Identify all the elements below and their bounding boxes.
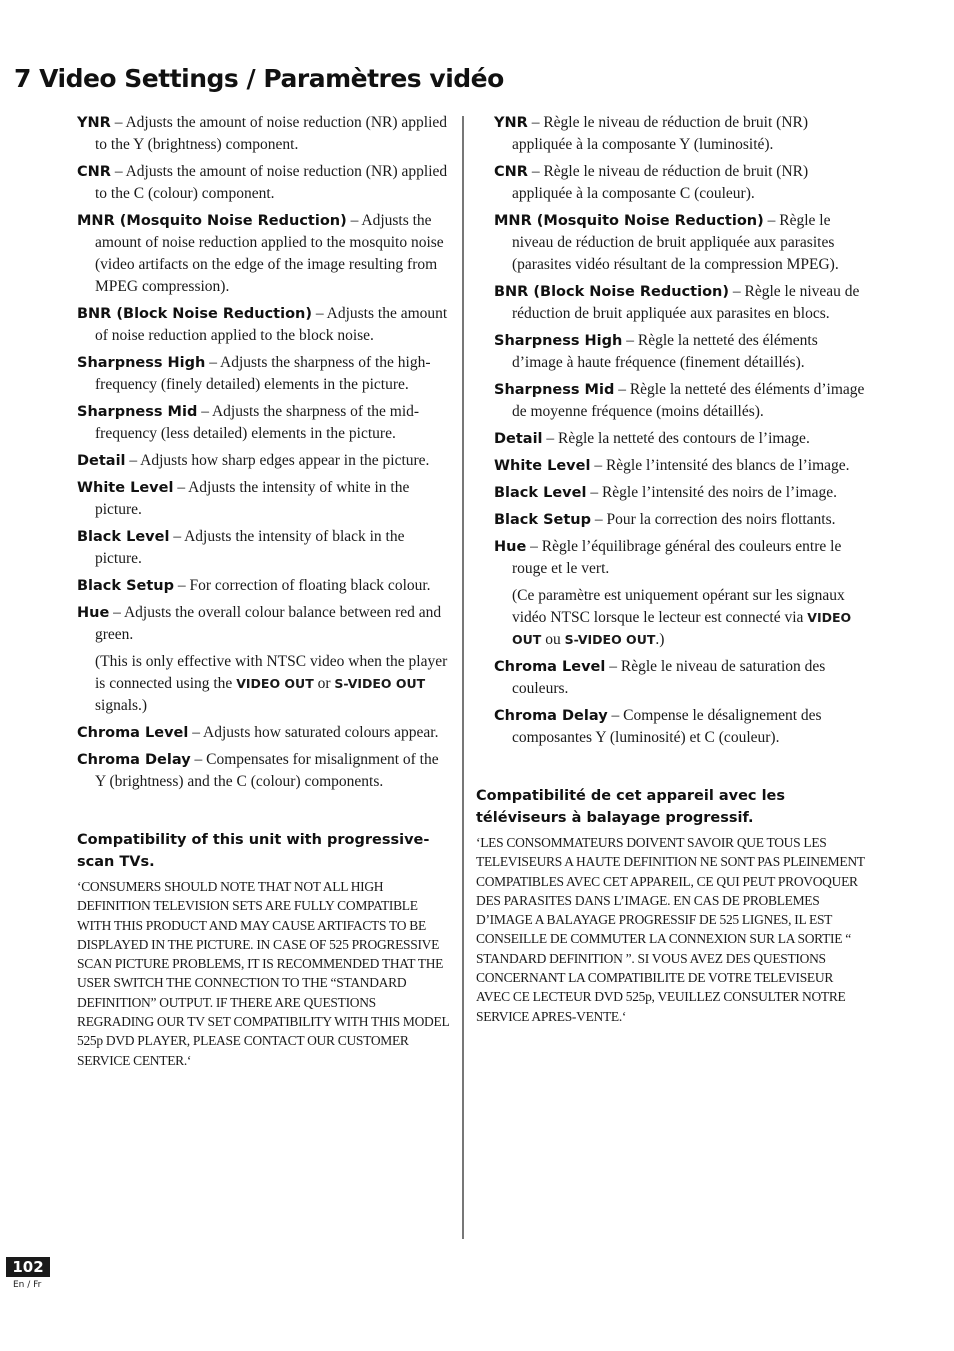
entry-term: CNR (77, 164, 111, 180)
entry-desc: – Règle l’intensité des noirs de l’image. (586, 484, 837, 501)
entry-sharpness-high (77, 352, 449, 396)
entry-cnr (494, 161, 872, 205)
note-text: signals.) (95, 697, 148, 714)
s-video-out-label: S-VIDEO OUT (564, 632, 656, 647)
entry-term: White Level (77, 480, 174, 496)
entry-desc: – Règle la netteté des éléments d’image à haute fréquence (finement détaillés). (512, 332, 818, 371)
entry-term: Black Level (494, 485, 587, 501)
entry-detail (494, 428, 872, 450)
entry-term: CNR (494, 164, 528, 180)
note-text: or (313, 675, 335, 692)
entry-term: BNR (Block Noise Reduction) (77, 306, 312, 322)
entry-term: MNR (Mosquito Noise Reduction) (494, 213, 764, 229)
entry-white-level (494, 455, 872, 477)
compatibility-heading: Compatibilité de cet appareil avec les téléviseurs à balayage progressif. (476, 788, 786, 826)
entry-black-setup (77, 575, 449, 597)
note-text: (This is only effective with NTSC video when the player is connected using the (95, 653, 448, 692)
entry-term: Chroma Delay (494, 708, 608, 724)
entry-term: Detail (77, 453, 126, 469)
entry-desc: – Règle le niveau de réduction de bruit appliquée aux parasites en blocs. (512, 283, 860, 322)
compatibility-notice: ‘LES CONSOMMATEURS DOIVENT SAVOIR QUE TOUS LES TELEVISEURS A HAUTE DEFINITION NE SONT PAS PLEINEMENT COMPATIBLES AVEC CET APPAREIL, CE QUI PEUT PROVOQUER DES PARASITES DANS L’IMAGE. EN CAS DE PROBLEMES D’IMAGE A BALAYAGE PROGRESSIF DE 525 LIGNES, IL EST CONSEILLE DE COMMUTER LA CONNEXION SUR LA SORTIE “ STANDARD DEFINITION ”. SI VOUS AVEZ DES QUESTIONS CONCERNANT LA COMPATIBILITE DE VOTRE TELEVISEUR AVEC CE LECTEUR DVD 525p, VEUILLEZ CONSULTER NOTRE SERVICE APRES-VENTE.‘ (476, 835, 865, 1024)
entry-desc: – Règle le niveau de réduction de bruit (NR) appliquée à la composante Y (luminosité). (512, 114, 809, 153)
entry-desc: – Adjusts the intensity of white in the picture. (95, 479, 410, 518)
entry-term: Hue (494, 539, 527, 555)
entry-term: Sharpness High (77, 355, 206, 371)
entry-black-level (494, 482, 872, 504)
entry-desc: – Adjusts the sharpness of the high-frequency (finely detailed) elements in the picture. (95, 354, 431, 393)
entry-desc: – Adjusts the amount of noise reduction applied to the mosquito noise (video artifacts on the edge of the image resulting from MPEG compression). (95, 212, 444, 295)
entry-black-level (77, 526, 449, 570)
entry-detail (77, 450, 449, 472)
entry-desc: – Adjusts the amount of noise reduction (NR) applied to the Y (brightness) component. (95, 114, 448, 153)
page-language: En / Fr (13, 1280, 42, 1290)
entry-sharpness-mid (77, 401, 449, 445)
entry-term: Chroma Level (494, 659, 606, 675)
entry-term: Sharpness Mid (494, 382, 615, 398)
entry-desc: – Adjusts how sharp edges appear in the picture. (125, 452, 430, 469)
entry-chroma-delay (494, 705, 872, 749)
entry-chroma-level (494, 656, 872, 700)
entry-term: Sharpness Mid (77, 404, 198, 420)
entry-term: YNR (77, 115, 111, 131)
entry-desc: – Pour la correction des noirs flottants. (591, 511, 836, 528)
entry-cnr (77, 161, 449, 205)
entry-desc: – Compensates for misalignment of the Y (brightness) and the C (colour) components. (95, 751, 439, 790)
entry-black-setup (494, 509, 872, 531)
entry-bnr (77, 303, 449, 347)
entry-term: Hue (77, 605, 110, 621)
note-text: ou (541, 631, 565, 648)
entry-mnr (494, 210, 872, 276)
entry-chroma-delay (77, 749, 449, 793)
video-out-label: VIDEO OUT (236, 676, 314, 691)
entry-term: White Level (494, 458, 591, 474)
entry-sharpness-mid (494, 379, 872, 423)
entry-term: Sharpness High (494, 333, 623, 349)
entry-ynr (494, 112, 872, 156)
entry-mnr (77, 210, 449, 298)
entry-desc: – Règle l’intensité des blancs de l’image. (590, 457, 850, 474)
entry-desc: – Adjusts how saturated colours appear. (188, 724, 439, 741)
english-column (77, 112, 449, 1070)
hue-note (494, 585, 872, 651)
note-text: .) (655, 631, 665, 648)
compatibility-heading: Compatibility of this unit with progressive-scan TVs. (77, 832, 430, 870)
entry-desc: – Règle le niveau de réduction de bruit (NR) appliquée à la composante C (couleur). (512, 163, 809, 202)
hue-note (77, 651, 449, 717)
entry-desc: – Adjusts the overall colour balance between red and green. (95, 604, 442, 643)
entry-term: Chroma Delay (77, 752, 191, 768)
column-divider (462, 116, 464, 1239)
entry-desc: – Règle la netteté des contours de l’image. (542, 430, 810, 447)
entry-term: Black Level (77, 529, 170, 545)
entry-term: Black Setup (494, 512, 592, 528)
entry-term: Detail (494, 431, 543, 447)
compatibility-notice: ‘CONSUMERS SHOULD NOTE THAT NOT ALL HIGH DEFINITION TELEVISION SETS ARE FULLY COMPATIBLE WITH THIS PRODUCT AND MAY CAUSE ARTIFACTS TO BE DISPLAYED IN THE PICTURE. IN CASE OF 525 PROGRESSIVE SCAN PICTURE PROBLEMS, IT IS RECOMMENDED THAT THE USER SWITCH THE CONNECTION TO THE “STANDARD DEFINITION” OUTPUT. IF THERE ARE QUESTIONS REGRADING OUR TV SET COMPATIBILITY WITH THIS MODEL 525p DVD PLAYER, PLEASE CONTACT OUR CUSTOMER SERVICE CENTER.‘ (77, 879, 449, 1068)
entry-term: Chroma Level (77, 725, 189, 741)
entry-term: BNR (Block Noise Reduction) (494, 284, 729, 300)
entry-desc: – Règle le niveau de saturation des couleurs. (512, 658, 826, 697)
entry-desc: – Adjusts the sharpness of the mid-frequency (less detailed) elements in the picture. (95, 403, 420, 442)
s-video-out-label: S-VIDEO OUT (334, 676, 426, 691)
entry-desc: – Règle le niveau de réduction de bruit appliquée aux parasites (parasites vidéo résultant de la compression MPEG). (512, 212, 839, 273)
entry-term: YNR (494, 115, 528, 131)
page-title: 7 Video Settings / Paramètres vidéo (14, 64, 504, 93)
entry-desc: – For correction of floating black colour. (174, 577, 431, 594)
entry-desc: – Compense le désalignement des composantes Y (luminosité) et C (couleur). (512, 707, 822, 746)
entry-term: MNR (Mosquito Noise Reduction) (77, 213, 347, 229)
entry-white-level (77, 477, 449, 521)
entry-desc: – Règle la netteté des éléments d’image de moyenne fréquence (moins détaillés). (512, 381, 865, 420)
entry-desc: – Adjusts the amount of noise reduction (NR) applied to the C (colour) component. (95, 163, 448, 202)
entry-chroma-level (77, 722, 449, 744)
entry-term: Black Setup (77, 578, 175, 594)
page-number: 102 (6, 1257, 50, 1277)
entry-sharpness-high (494, 330, 872, 374)
entry-desc: – Adjusts the amount of noise reduction applied to the block noise. (95, 305, 448, 344)
entry-desc: – Adjusts the intensity of black in the picture. (95, 528, 405, 567)
entry-hue (494, 536, 872, 580)
entry-desc: – Règle l’équilibrage général des couleurs entre le rouge et le vert. (512, 538, 842, 577)
entry-ynr (77, 112, 449, 156)
note-text: (Ce paramètre est uniquement opérant sur les signaux vidéo NTSC lorsque le lecteur est connecté via (512, 587, 845, 626)
video-out-label: VIDEO OUT (512, 610, 852, 647)
entry-hue (77, 602, 449, 646)
french-column (476, 112, 872, 1026)
entry-bnr (494, 281, 872, 325)
